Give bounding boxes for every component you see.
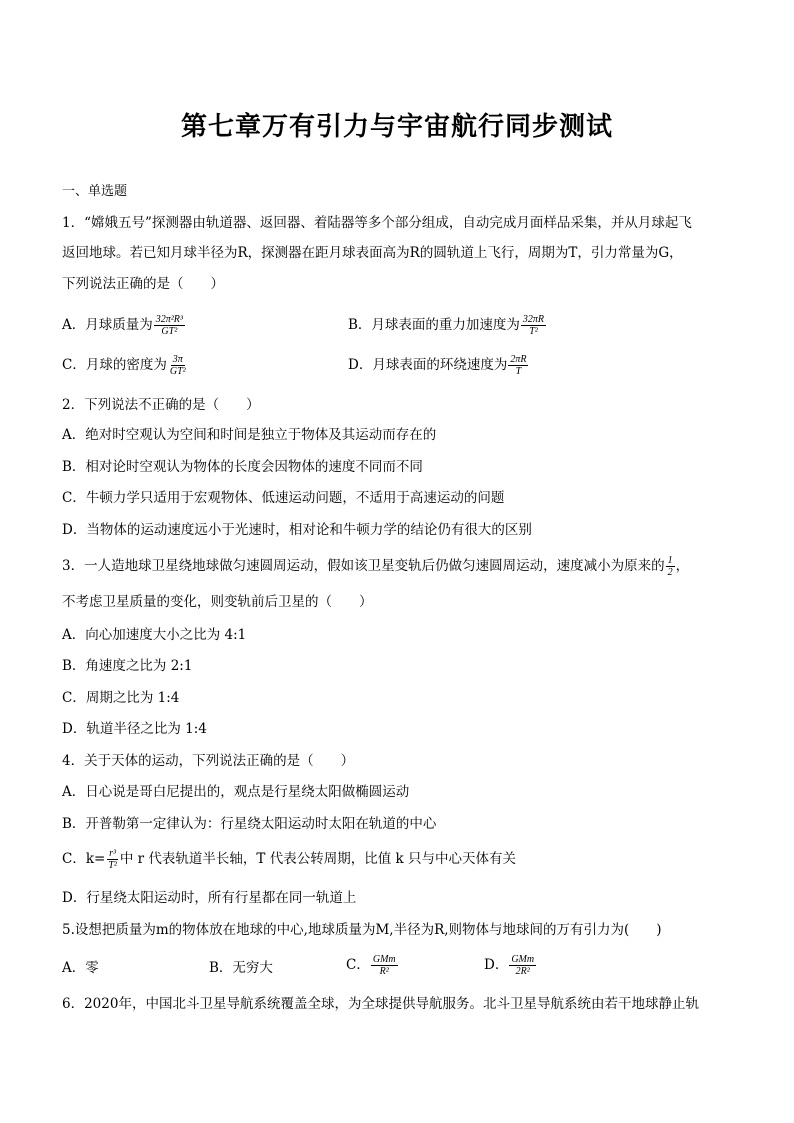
section-heading: 一、单选题 [62,184,128,199]
q1-option-b-fraction [521,314,546,337]
fraction-denominator: GT² [161,326,178,337]
q4-option-c [62,848,742,874]
q1-options-row2 [62,350,742,376]
q3-option-d: D．轨道半径之比为 1:4 [62,721,207,737]
q1-option-b-text: B．月球表面的重力加速度为 [348,317,520,333]
fraction-denominator: 2 [667,567,673,578]
fraction-numerator: 32π²R³ [155,314,183,325]
q5-option-b: B．无穷大 [209,960,273,976]
q3-stem-end: ， [675,558,690,574]
page-title: 第七章万有引力与宇宙航行同步测试 [180,112,613,142]
q1-option-c [62,354,189,377]
q4-option-a: A．日心说是哥白尼提出的，观点是行星绕太阳做椭圆运动 [62,784,410,800]
fraction-numerator: 1 [667,555,673,566]
q5-option-d-label: D． [484,957,509,973]
q4-stem: 4．关于天体的运动，下列说法正确的是（ ） [62,753,355,769]
q1-option-a-fraction [154,314,185,337]
q5-stem: 5.设想把质量为m的物体放在地球的中心,地球质量为M,半径为R,则物体与地球间的万有引力为( ) [62,922,662,938]
q5-option-a: A．零 [62,960,99,976]
q1-option-c-text: C．月球的密度为 [62,357,167,373]
fraction-numerator: 3π [172,354,183,365]
q2-option-a: A．绝对时空观认为空间和时间是独立于物体及其运动而存在的 [62,427,437,443]
q2-option-d: D．当物体的运动速度远小于光速时，相对论和牛顿力学的结论仍有很大的区别 [62,522,532,538]
q4-option-b: B．开普勒第一定律认为：行星绕太阳运动时太阳在轨道的中心 [62,816,437,832]
q1-option-d-fraction [508,354,528,377]
q3-option-c: C．周期之比为 1:4 [62,690,180,706]
fraction-denominator: T² [529,326,538,337]
q5-option-d [484,954,537,977]
fraction-numerator: r³ [109,848,117,859]
fraction-denominator: 2R² [515,966,530,977]
q5-option-c-fraction [371,954,398,977]
q3-option-b: B．角速度之比为 2:1 [62,658,193,674]
q1-option-a [62,314,186,337]
fraction-numerator: 2πR [510,354,527,365]
q2-stem: 2．下列说法不正确的是（ ） [62,397,260,413]
q4-option-d: D．行星绕太阳运动时，所有行星都在同一轨道上 [62,890,357,906]
q5-options-row [62,953,742,981]
q1-stem-line2: 返回地球。若已知月球半径为R，探测器在距月球表面高为R的圆轨道上飞行，周期为T，引力常量为G， [62,245,683,261]
q1-option-b [348,314,547,337]
q3-fraction [666,555,675,578]
q4-option-c-fraction [106,848,119,871]
fraction-numerator: GMm [372,954,396,965]
fraction-numerator: GMm [511,954,535,965]
q1-stem-line3: 下列说法正确的是（ ） [62,276,224,292]
q1-option-d [348,354,529,377]
fraction-numerator: 32πR [522,314,545,325]
q3-stem-line1 [62,555,742,581]
q2-option-b: B．相对论时空观认为物体的长度会因物体的速度不同而不同 [62,459,423,475]
q4-option-c-text: 中 r 代表轨道半长轴，T 代表公转周期，比值 k 只与中心天体有关 [119,851,516,867]
q6-stem-line1: 6．2020年，中国北斗卫星导航系统覆盖全球，为全球提供导航服务。北斗卫星导航系统由若干地球静止轨 [62,996,699,1012]
q5-option-d-fraction [509,954,536,977]
q5-option-c-label: C． [346,957,370,973]
q1-stem-line1: 1．“嫦娥五号”探测器由轨道器、返回器、着陆器等多个部分组成，自动完成月面样品采集，并从月球起飞 [62,215,692,231]
fraction-denominator: GT² [169,366,186,377]
q3-stem-text: 3．一人造地球卫星绕地球做匀速圆周运动，假如该卫星变轨后仍做匀速圆周运动，速度减小为原来的 [62,558,665,574]
q1-option-a-text: A．月球质量为 [62,317,153,333]
fraction-denominator: T² [108,860,117,871]
q4-option-c-prefix: C．k= [62,851,106,867]
q3-stem-line2: 不考虑卫星质量的变化，则变轨前后卫星的（ ） [62,594,373,610]
q1-option-d-text: D．月球表面的环绕速度为 [348,357,508,373]
q5-option-c [346,954,399,977]
fraction-denominator: R² [379,966,389,977]
q1-options-row1 [62,310,742,336]
q3-option-a: A．向心加速度大小之比为 4:1 [62,627,247,643]
q2-option-c: C．牛顿力学只适用于宏观物体、低速运动问题，不适用于高速运动的问题 [62,490,505,506]
q1-option-c-fraction [168,354,188,377]
fraction-denominator: T [515,366,522,377]
